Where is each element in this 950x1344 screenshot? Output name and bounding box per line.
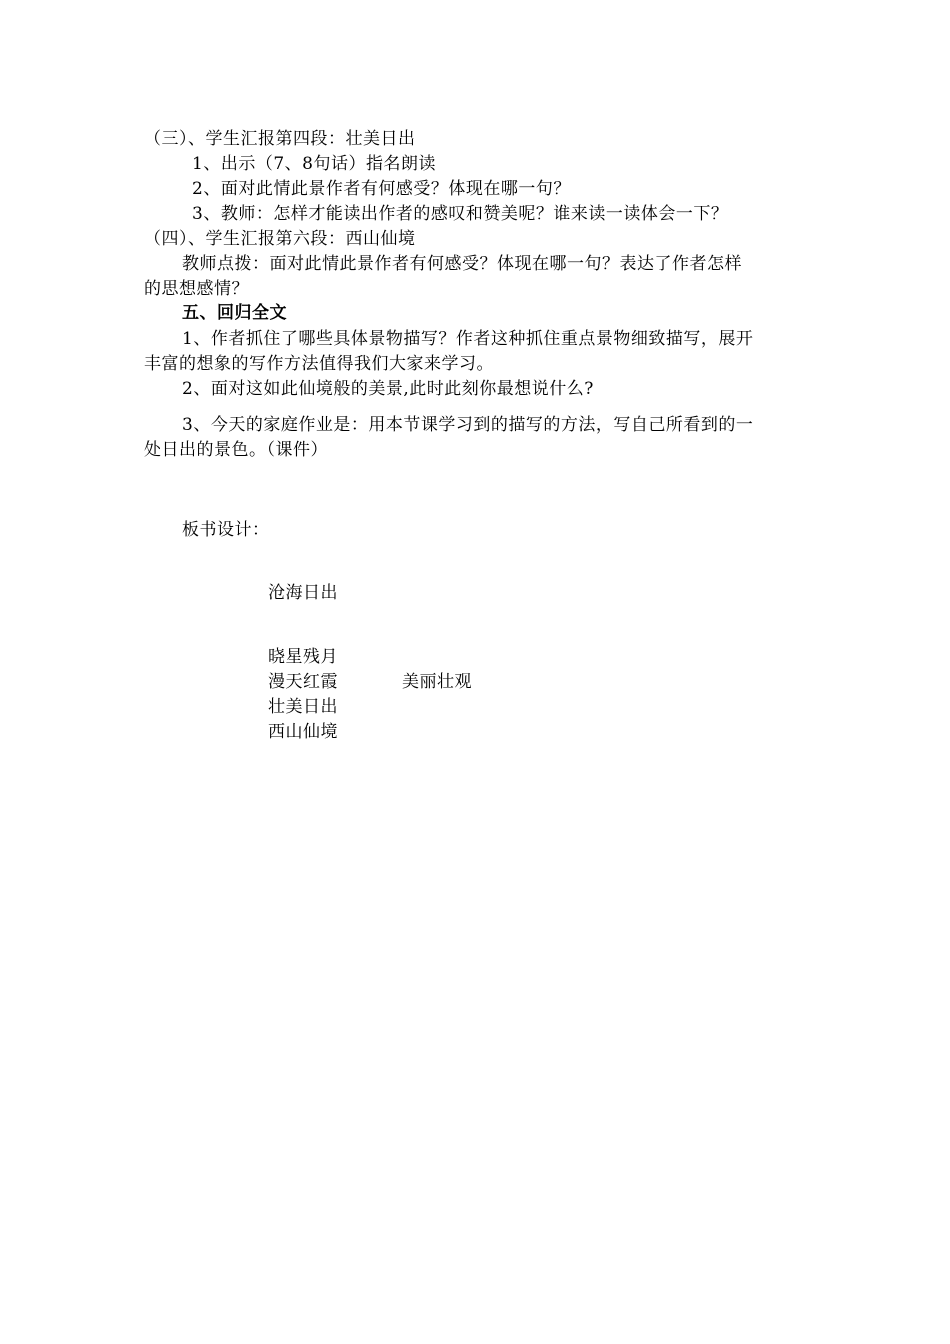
section-3-item-2: 2、面对此情此景作者有何感受？体现在哪一句？ xyxy=(192,179,571,199)
board-scene-2: 漫天红霞 xyxy=(268,672,338,692)
section-4-heading: （四）、学生汇报第六段：西山仙境 xyxy=(144,229,416,249)
section-4-tip-line-1: 教师点拨：面对此情此景作者有何感受？体现在哪一句？表达了作者怎样 xyxy=(182,254,742,274)
board-summary: 美丽壮观 xyxy=(402,672,472,692)
board-design-label: 板书设计： xyxy=(182,520,270,540)
board-title: 沧海日出 xyxy=(268,583,338,603)
section-5-item-1-line-1: 1、作者抓住了哪些具体景物描写？作者这种抓住重点景物细致描写，展开 xyxy=(182,329,754,349)
section-3-heading: （三）、学生汇报第四段：壮美日出 xyxy=(144,129,416,149)
section-5-item-3-line-2: 处日出的景色。（课件） xyxy=(144,440,328,460)
section-4-tip-line-2: 的思想感情？ xyxy=(144,279,249,299)
section-3-item-3: 3、教师：怎样才能读出作者的感叹和赞美呢？谁来读一读体会一下？ xyxy=(192,204,729,224)
section-5-item-3-line-1: 3、今天的家庭作业是：用本节课学习到的描写的方法，写自己所看到的一 xyxy=(182,415,754,435)
section-5-item-1-line-2: 丰富的想象的写作方法值得我们大家来学习。 xyxy=(144,354,494,374)
section-5-heading: 五、回归全文 xyxy=(182,303,287,323)
section-3-item-1: 1、出示（7、8句话）指名朗读 xyxy=(192,154,436,174)
board-scene-4: 西山仙境 xyxy=(268,722,338,742)
section-5-item-2: 2、面对这如此仙境般的美景,此时此刻你最想说什么? xyxy=(182,379,594,399)
board-scene-3: 壮美日出 xyxy=(268,697,338,717)
board-scene-1: 晓星残月 xyxy=(268,647,338,667)
